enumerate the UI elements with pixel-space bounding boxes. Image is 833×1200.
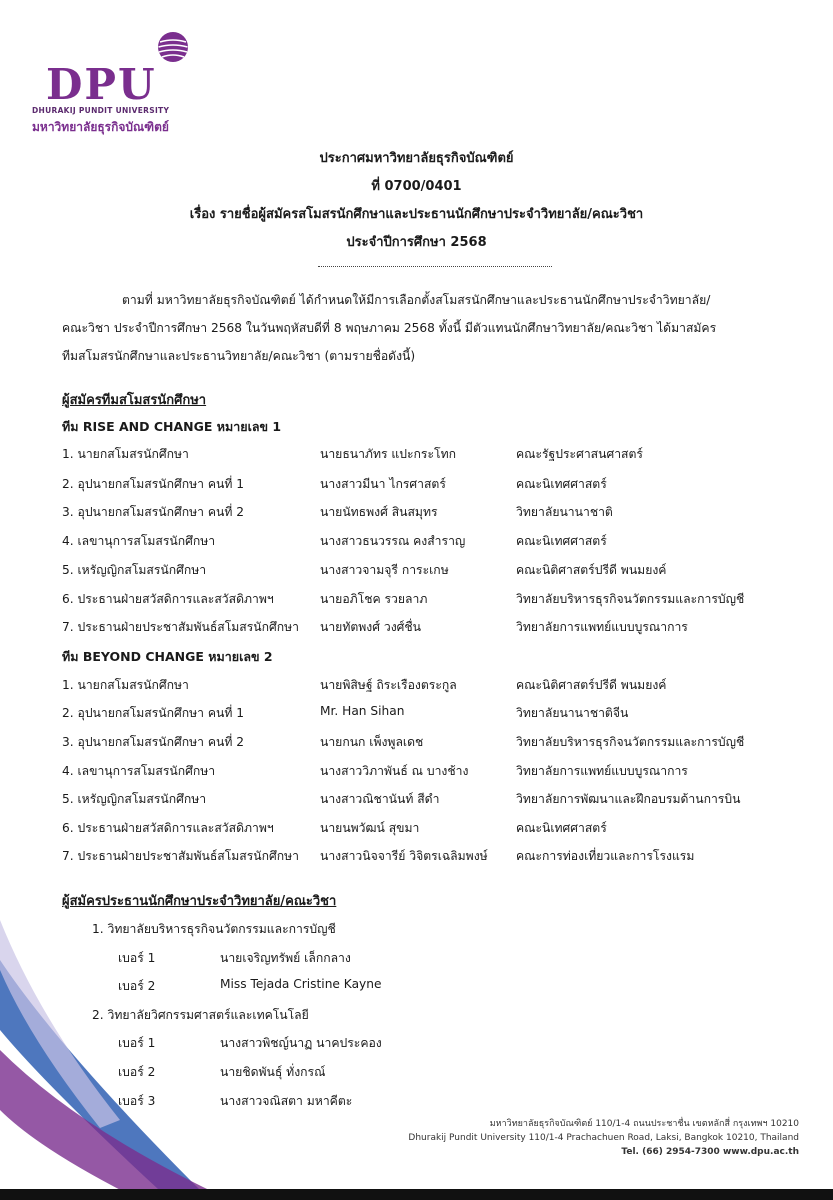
- member-position: 1. นายกสโมสรนักศึกษา: [62, 447, 189, 461]
- member-name: นางสาวนิจจารีย์ วิจิตรเฉลิมพงษ์: [320, 849, 488, 863]
- candidate-row: [118, 1034, 518, 1054]
- candidate-name: นายชิดพันธุ์ ทั่งกรณ์: [220, 1065, 326, 1079]
- footer-address-en: Dhurakij Pundit University 110/1-4 Prachachuen Road, Laksi, Bangkok 10210, Thailand: [408, 1133, 799, 1143]
- candidate-row: [118, 977, 518, 997]
- member-position: 7. ประธานฝ่ายประชาสัมพันธ์สโมสรนักศึกษา: [62, 849, 299, 863]
- candidate-row: [118, 1092, 518, 1112]
- member-name: นายทัตพงศ์ วงศ์ชื่น: [320, 620, 421, 634]
- announcement-number: ที่ 0700/0401: [371, 179, 462, 194]
- candidate-name: นางสาวพิชญ์นาฏ นาคประคอง: [220, 1036, 382, 1050]
- member-name: นายกนก เพ็งพูลเดช: [320, 735, 424, 749]
- member-position: 1. นายกสโมสรนักศึกษา: [62, 678, 189, 692]
- member-faculty: วิทยาลัยบริหารธุรกิจนวัตกรรมและการบัญชี: [516, 735, 745, 749]
- globe-icon: [156, 30, 190, 64]
- member-position: 3. อุปนายกสโมสรนักศึกษา คนที่ 2: [62, 505, 244, 519]
- footer-contact: Tel. (66) 2954-7300 www.dpu.ac.th: [621, 1147, 799, 1157]
- member-faculty: วิทยาลัยนานาชาติจีน: [516, 706, 629, 720]
- announcement-title: ประกาศมหาวิทยาลัยธุรกิจบัณฑิตย์: [319, 151, 514, 166]
- member-faculty: คณะนิติศาสตร์ปรีดี พนมยงค์: [516, 678, 667, 692]
- member-name: นางสาวจามจุรี การะเกษ: [320, 563, 449, 577]
- team-1-member: [62, 475, 822, 495]
- faculty-item: 2. วิทยาลัยวิศกรรมศาสตร์และเทคโนโลยี: [92, 1008, 309, 1022]
- team-2-title: ทีม BEYOND CHANGE หมายเลข 2: [62, 649, 273, 664]
- member-position: 2. อุปนายกสโมสรนักศึกษา คนที่ 1: [62, 477, 244, 491]
- candidate-number: เบอร์ 1: [118, 1036, 156, 1050]
- member-faculty: คณะการท่องเที่ยวและการโรงแรม: [516, 849, 695, 863]
- team-2-member: [62, 847, 822, 867]
- intro-line-2: คณะวิชา ประจำปีการศึกษา 2568 ในวันพฤหัสบดีที่ 8 พฤษภาคม 2568 ทั้งนี้ มีตัวแทนนักศึกษาวิทยาลัย/คณะวิชา ได้มาสมัคร: [62, 321, 717, 335]
- member-faculty: วิทยาลัยการพัฒนาและฝึกอบรมด้านการบิน: [516, 792, 741, 806]
- candidate-number: เบอร์ 2: [118, 1065, 156, 1079]
- logo-brand: DPU: [46, 60, 157, 109]
- member-faculty: คณะรัฐประศาสนศาสตร์: [516, 447, 643, 461]
- candidate-name: นายเจริญทรัพย์ เล็กกลาง: [220, 951, 351, 965]
- candidate-row: [118, 949, 518, 969]
- team-1-member: [62, 445, 822, 465]
- announcement-year: ประจำปีการศึกษา 2568: [346, 235, 487, 250]
- member-name: Mr. Han Sihan: [320, 704, 405, 718]
- team-2-member: [62, 819, 822, 839]
- member-faculty: คณะนิติศาสตร์ปรีดี พนมยงค์: [516, 563, 667, 577]
- team-1-title: ทีม RISE AND CHANGE หมายเลข 1: [62, 419, 282, 434]
- footer-address-th: มหาวิทยาลัยธุรกิจบัณฑิตย์ 110/1-4 ถนนประชาชื่น เขตหลักสี่ กรุงเทพฯ 10210: [489, 1119, 799, 1129]
- member-name: นายธนาภัทร แปะกระโทก: [320, 447, 456, 461]
- logo-university-en: DHURAKIJ PUNDIT UNIVERSITY: [32, 106, 170, 115]
- candidate-row: [118, 1063, 518, 1083]
- team-2-member: [62, 704, 822, 724]
- team-1-member: [62, 503, 822, 523]
- team-2-member: [62, 733, 822, 753]
- intro-line-3: ทีมสโมสรนักศึกษาและประธานวิทยาลัย/คณะวิชา (ตามรายชื่อดังนี้): [62, 349, 416, 363]
- member-position: 5. เหรัญญิกสโมสรนักศึกษา: [62, 563, 207, 577]
- candidate-number: เบอร์ 2: [118, 979, 156, 993]
- university-logo: [28, 30, 208, 140]
- candidate-name: Miss Tejada Cristine Kayne: [220, 977, 382, 991]
- logo-university-th: มหาวิทยาลัยธุรกิจบัณฑิตย์: [32, 120, 169, 134]
- member-faculty: คณะนิเทศศาสตร์: [516, 534, 607, 548]
- team-1-member: [62, 618, 822, 638]
- member-position: 5. เหรัญญิกสโมสรนักศึกษา: [62, 792, 207, 806]
- faculty-item: 1. วิทยาลัยบริหารธุรกิจนวัตกรรมและการบัญชี: [92, 922, 336, 936]
- member-name: นางสาวมีนา ไกรศาสตร์: [320, 477, 446, 491]
- member-faculty: วิทยาลัยการแพทย์แบบบูรณาการ: [516, 620, 688, 634]
- announcement-subject: เรื่อง รายชื่อผู้สมัครสโมสรนักศึกษาและประธานนักศึกษาประจำวิทยาลัย/คณะวิชา: [189, 207, 644, 222]
- member-name: นายนัทธพงศ์ สินสมุทร: [320, 505, 438, 519]
- member-faculty: คณะนิเทศศาสตร์: [516, 477, 607, 491]
- section-student-club-title: ผู้สมัครทีมสโมสรนักศึกษา: [62, 393, 207, 408]
- team-2-member: [62, 676, 822, 696]
- team-1-member: [62, 561, 822, 581]
- team-1-member: [62, 590, 822, 610]
- member-position: 6. ประธานฝ่ายสวัสดิการและสวัสดิภาพฯ: [62, 821, 274, 835]
- member-faculty: วิทยาลัยนานาชาติ: [516, 505, 613, 519]
- section-faculty-president-title: ผู้สมัครประธานนักศึกษาประจำวิทยาลัย/คณะวิชา: [62, 894, 337, 909]
- member-position: 3. อุปนายกสโมสรนักศึกษา คนที่ 2: [62, 735, 244, 749]
- member-name: นางสาววิภาพันธ์ ณ บางช้าง: [320, 764, 469, 778]
- member-position: 7. ประธานฝ่ายประชาสัมพันธ์สโมสรนักศึกษา: [62, 620, 299, 634]
- team-2-member: [62, 762, 822, 782]
- member-position: 2. อุปนายกสโมสรนักศึกษา คนที่ 1: [62, 706, 244, 720]
- intro-line-1: ตามที่ มหาวิทยาลัยธุรกิจบัณฑิตย์ ได้กำหนดให้มีการเลือกตั้งสโมสรนักศึกษาและประธานนักศึกษาประจำวิทยาลัย/: [122, 293, 711, 307]
- bottom-edge: [0, 1189, 833, 1200]
- dotted-divider: [318, 266, 552, 267]
- member-faculty: วิทยาลัยบริหารธุรกิจนวัตกรรมและการบัญชี: [516, 592, 745, 606]
- member-name: นางสาวธนวรรณ คงสำราญ: [320, 534, 466, 548]
- member-position: 4. เลขานุการสโมสรนักศึกษา: [62, 764, 216, 778]
- candidate-number: เบอร์ 3: [118, 1094, 156, 1108]
- member-name: นายอภิโชค รวยลาภ: [320, 592, 428, 606]
- team-2-member: [62, 790, 822, 810]
- footer-address: [408, 1117, 799, 1159]
- member-position: 6. ประธานฝ่ายสวัสดิการและสวัสดิภาพฯ: [62, 592, 274, 606]
- candidate-name: นางสาวจณิสตา มหาคีตะ: [220, 1094, 353, 1108]
- candidate-number: เบอร์ 1: [118, 951, 156, 965]
- member-faculty: วิทยาลัยการแพทย์แบบบูรณาการ: [516, 764, 688, 778]
- team-1-member: [62, 532, 822, 552]
- member-position: 4. เลขานุการสโมสรนักศึกษา: [62, 534, 216, 548]
- member-name: นางสาวณิชานันท์ สีดำ: [320, 792, 440, 806]
- member-name: นายนพวัฒน์ สุขมา: [320, 821, 420, 835]
- member-name: นายพิสิษฐ์ ถิระเรืองตระกูล: [320, 678, 457, 692]
- member-faculty: คณะนิเทศศาสตร์: [516, 821, 607, 835]
